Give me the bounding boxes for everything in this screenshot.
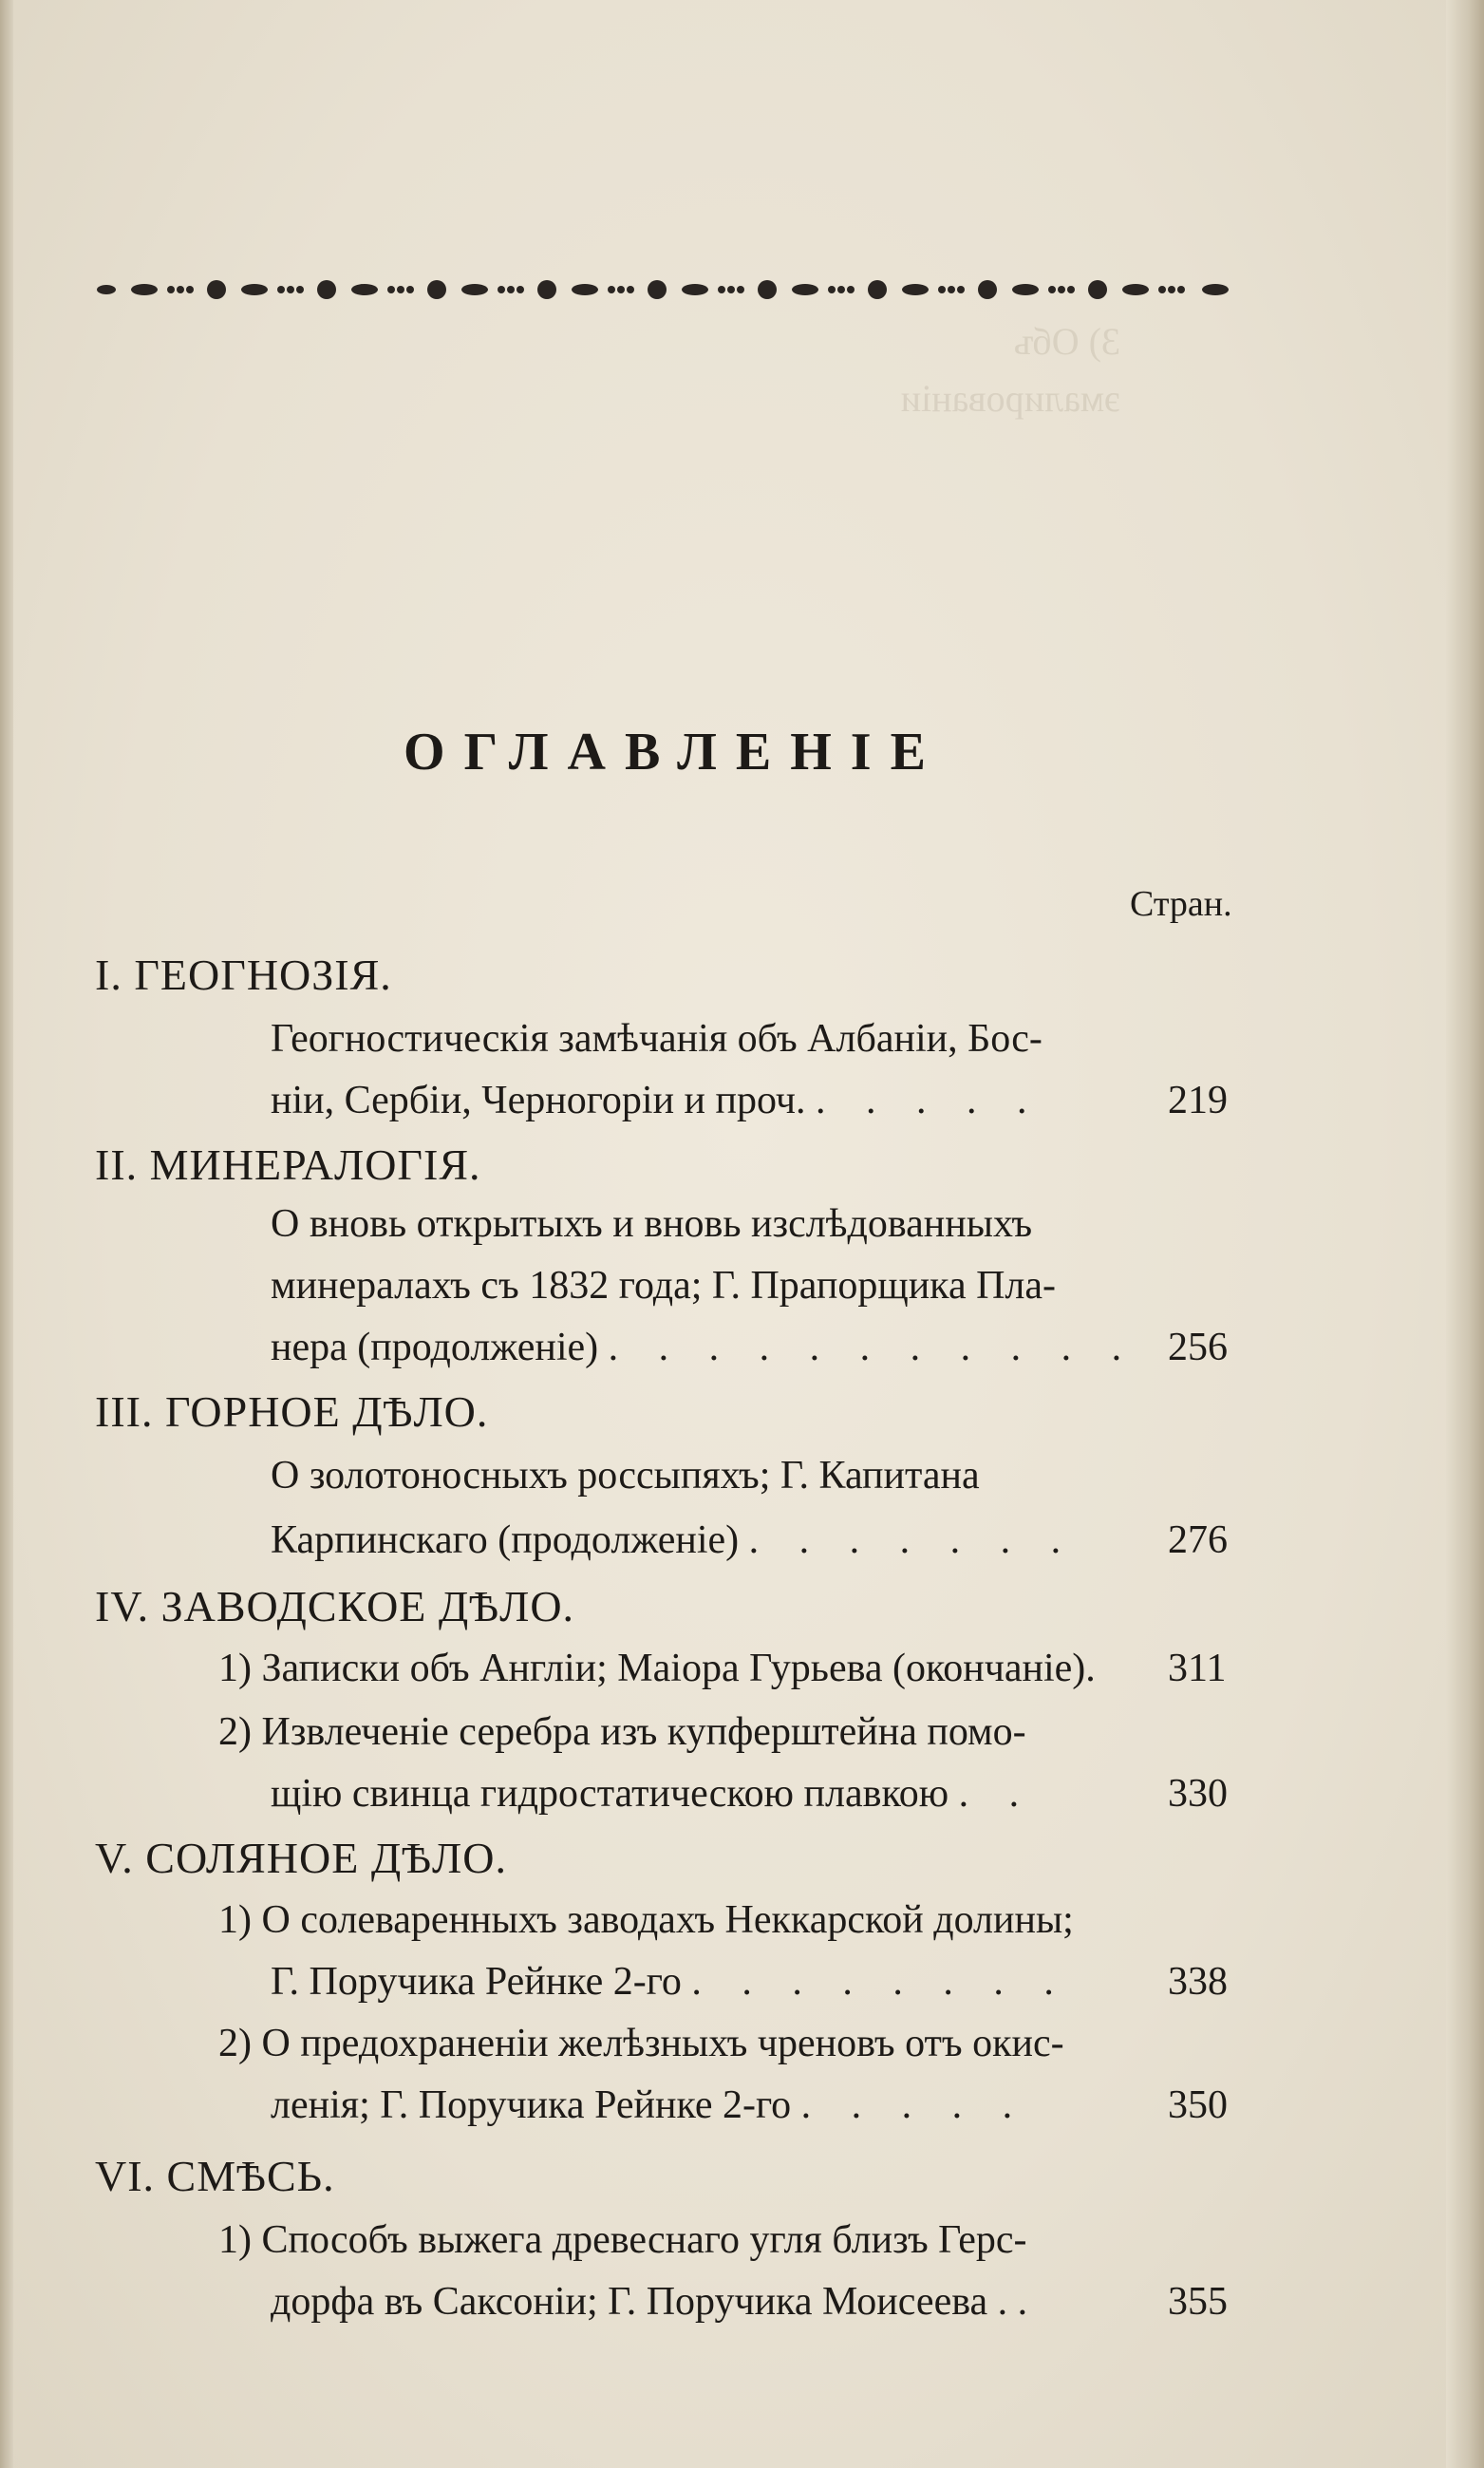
section-heading: IV. ЗАВОДСКОЕ ДѢЛО.	[95, 1582, 575, 1630]
entry-line: ніи, Сербіи, Черногоріи и проч. . . . . .	[271, 1079, 1043, 1122]
entry-line: щію свинца гидростатическою плавкою . .	[271, 1772, 1035, 1816]
page-number: 256	[1168, 1326, 1228, 1369]
page-title: ОГЛАВЛЕНІЕ	[404, 723, 945, 782]
section-heading: II. МИНЕРАЛОГІЯ.	[95, 1140, 481, 1189]
entry-line: 1) Способъ выжега древеснаго угля близъ Герс-	[218, 2218, 1027, 2262]
section-heading: I. ГЕОГНОЗІЯ.	[95, 951, 392, 999]
page-number: 355	[1168, 2280, 1228, 2324]
entry-line: нера (продолженіе) . . . . . . . . . . .	[271, 1326, 1137, 1369]
entry-line: Геогностическія замѣчанія объ Албаніи, Бос-	[271, 1017, 1043, 1061]
section-heading: VI. СМѢСЬ.	[95, 2152, 335, 2200]
entry-line: 1) Записки объ Англіи; Маіора Гурьева (окончаніе).	[218, 1647, 1096, 1690]
page-right-edge	[1446, 0, 1484, 2468]
entry-line: 2) Извлеченіе серебра изъ купферштейна помо-	[218, 1710, 1026, 1754]
section-heading: III. ГОРНОЕ ДѢЛО.	[95, 1387, 489, 1436]
bleed-through-text: 3) Объ эмалированіи	[900, 320, 1120, 420]
entry-line: 1) О солеваренныхъ заводахъ Неккарской долины;	[218, 1898, 1074, 1942]
page-number: 311	[1168, 1647, 1227, 1690]
page-number: 330	[1168, 1772, 1228, 1816]
entry-line: Г. Поручика Рейнке 2-го . . . . . . . .	[271, 1960, 1069, 2004]
page-number: 219	[1168, 1079, 1228, 1122]
page-column-header: Стран.	[1130, 884, 1232, 924]
page-left-edge	[0, 0, 13, 2468]
entry-line: О золотоносныхъ россыпяхъ; Г. Капитана	[271, 1454, 980, 1498]
entry-line: дорфа въ Саксоніи; Г. Поручика Моисеева . .	[271, 2280, 1043, 2324]
entry-line: Карпинскаго (продолженіе) . . . . . . .	[271, 1518, 1077, 1562]
page-number: 350	[1168, 2083, 1228, 2127]
page-number: 338	[1168, 1960, 1228, 2004]
section-heading: V. СОЛЯНОЕ ДѢЛО.	[95, 1834, 507, 1882]
entry-line: ленія; Г. Поручика Рейнке 2-го . . . . .	[271, 2083, 1028, 2127]
entry-line: О вновь открытыхъ и вновь изслѣдованныхъ	[271, 1202, 1033, 1246]
entry-line: 2) О предохраненіи желѣзныхъ чреновъ отъ окис-	[218, 2022, 1064, 2065]
decorative-border-ornament	[95, 266, 1234, 313]
entry-line: минералахъ съ 1832 года; Г. Прапорщика Пла-	[271, 1264, 1056, 1308]
page-number: 276	[1168, 1518, 1228, 1562]
